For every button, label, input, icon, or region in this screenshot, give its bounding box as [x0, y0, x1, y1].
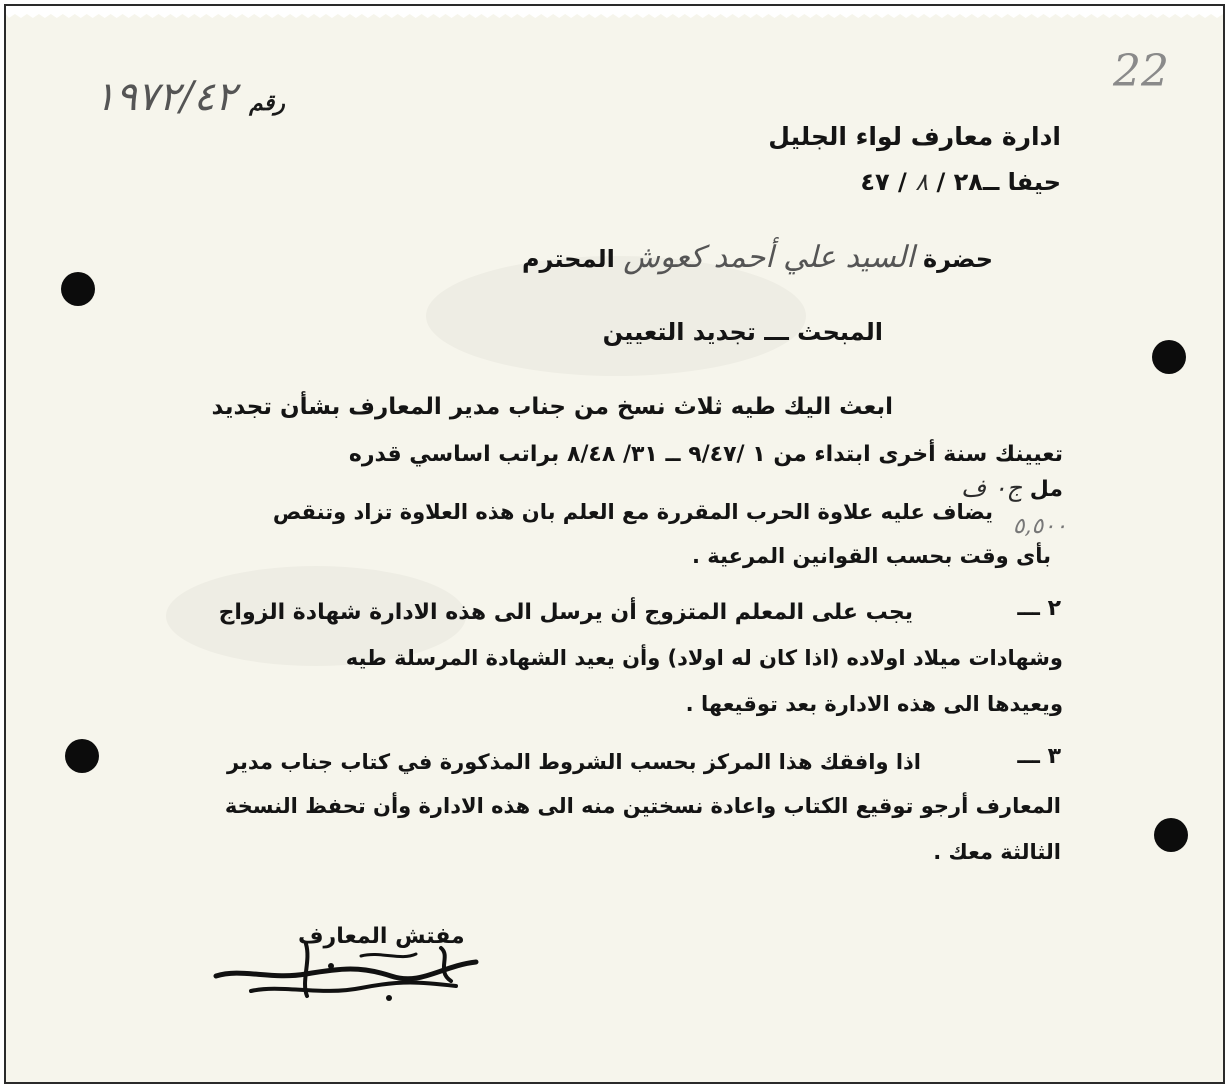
item-number: ٣ ـــ: [1017, 744, 1061, 769]
punch-hole: [65, 739, 99, 773]
punch-hole: [61, 272, 95, 306]
body-line: ابعث اليك طيه ثلاث نسخ من جناب مدير المعارف بشأن تجديد: [211, 394, 893, 420]
signature-title: مفتش المعارف: [298, 924, 465, 949]
torn-top-edge: [6, 6, 1223, 28]
reference-label: رقم: [249, 91, 285, 116]
place-date: [860, 168, 1061, 196]
document-page: [4, 4, 1225, 1084]
body-line: اذا وافقك هذا المركز بحسب الشروط المذكورة في كتاب جناب مدير: [226, 750, 921, 774]
body-line: يجب على المعلم المتزوج أن يرسل الى هذه الادارة شهادة الزواج: [218, 600, 913, 625]
handwritten-amount: ٥,٥٠٠: [1012, 514, 1067, 539]
punch-hole: [1152, 340, 1186, 374]
body-line: ويعيدها الى هذه الادارة بعد توقيعها .: [685, 692, 1063, 716]
body-line: [961, 474, 1063, 502]
page-number: 22: [1113, 46, 1169, 97]
date-year: / ٤٧: [860, 168, 907, 196]
body-line: يضاف عليه علاوة الحرب المقررة مع العلم بان هذه العلاوة تزاد وتنقص: [272, 500, 993, 524]
body-line: تعيينك سنة أخرى ابتداء من ١ /٩/٤٧ ــ ٣١/ ٨/٤٨ براتب اساسي قدره: [348, 442, 1063, 467]
reference-number: [94, 74, 285, 120]
body-line: وشهادات ميلاد اولاده (اذا كان له اولاد) وأن يعيد الشهادة المرسلة طيه: [345, 646, 1063, 670]
handwritten-currency: ج٠ ف: [961, 474, 1023, 502]
place-date-prefix: حيفا ــ٢٨ /: [936, 168, 1061, 196]
addressee-line: [522, 240, 993, 275]
issuing-office: ادارة معارف لواء الجليل: [768, 122, 1061, 151]
subject-line: المبحث ـــ تجديد التعيين: [602, 318, 883, 346]
punch-hole: [1154, 818, 1188, 852]
reference-value: ١٩٧٢/٤٢: [94, 74, 237, 120]
currency-label: مل: [1029, 477, 1063, 502]
addressee-name: السيد علي أحمد كعوش: [623, 240, 915, 275]
addressee-prefix: حضرة: [922, 245, 993, 273]
body-line: الثالثة معك .: [933, 840, 1061, 864]
body-line: بأى وقت بحسب القوانين المرعية .: [692, 544, 1051, 568]
handwritten-month: ٨: [915, 168, 929, 196]
body-line: المعارف أرجو توقيع الكتاب واعادة نسختين منه الى هذه الادارة وأن تحفظ النسخة: [224, 794, 1061, 818]
item-number: ٢ ـــ: [1017, 596, 1061, 621]
signature-mark: [211, 936, 491, 1006]
addressee-suffix: المحترم: [521, 245, 615, 273]
